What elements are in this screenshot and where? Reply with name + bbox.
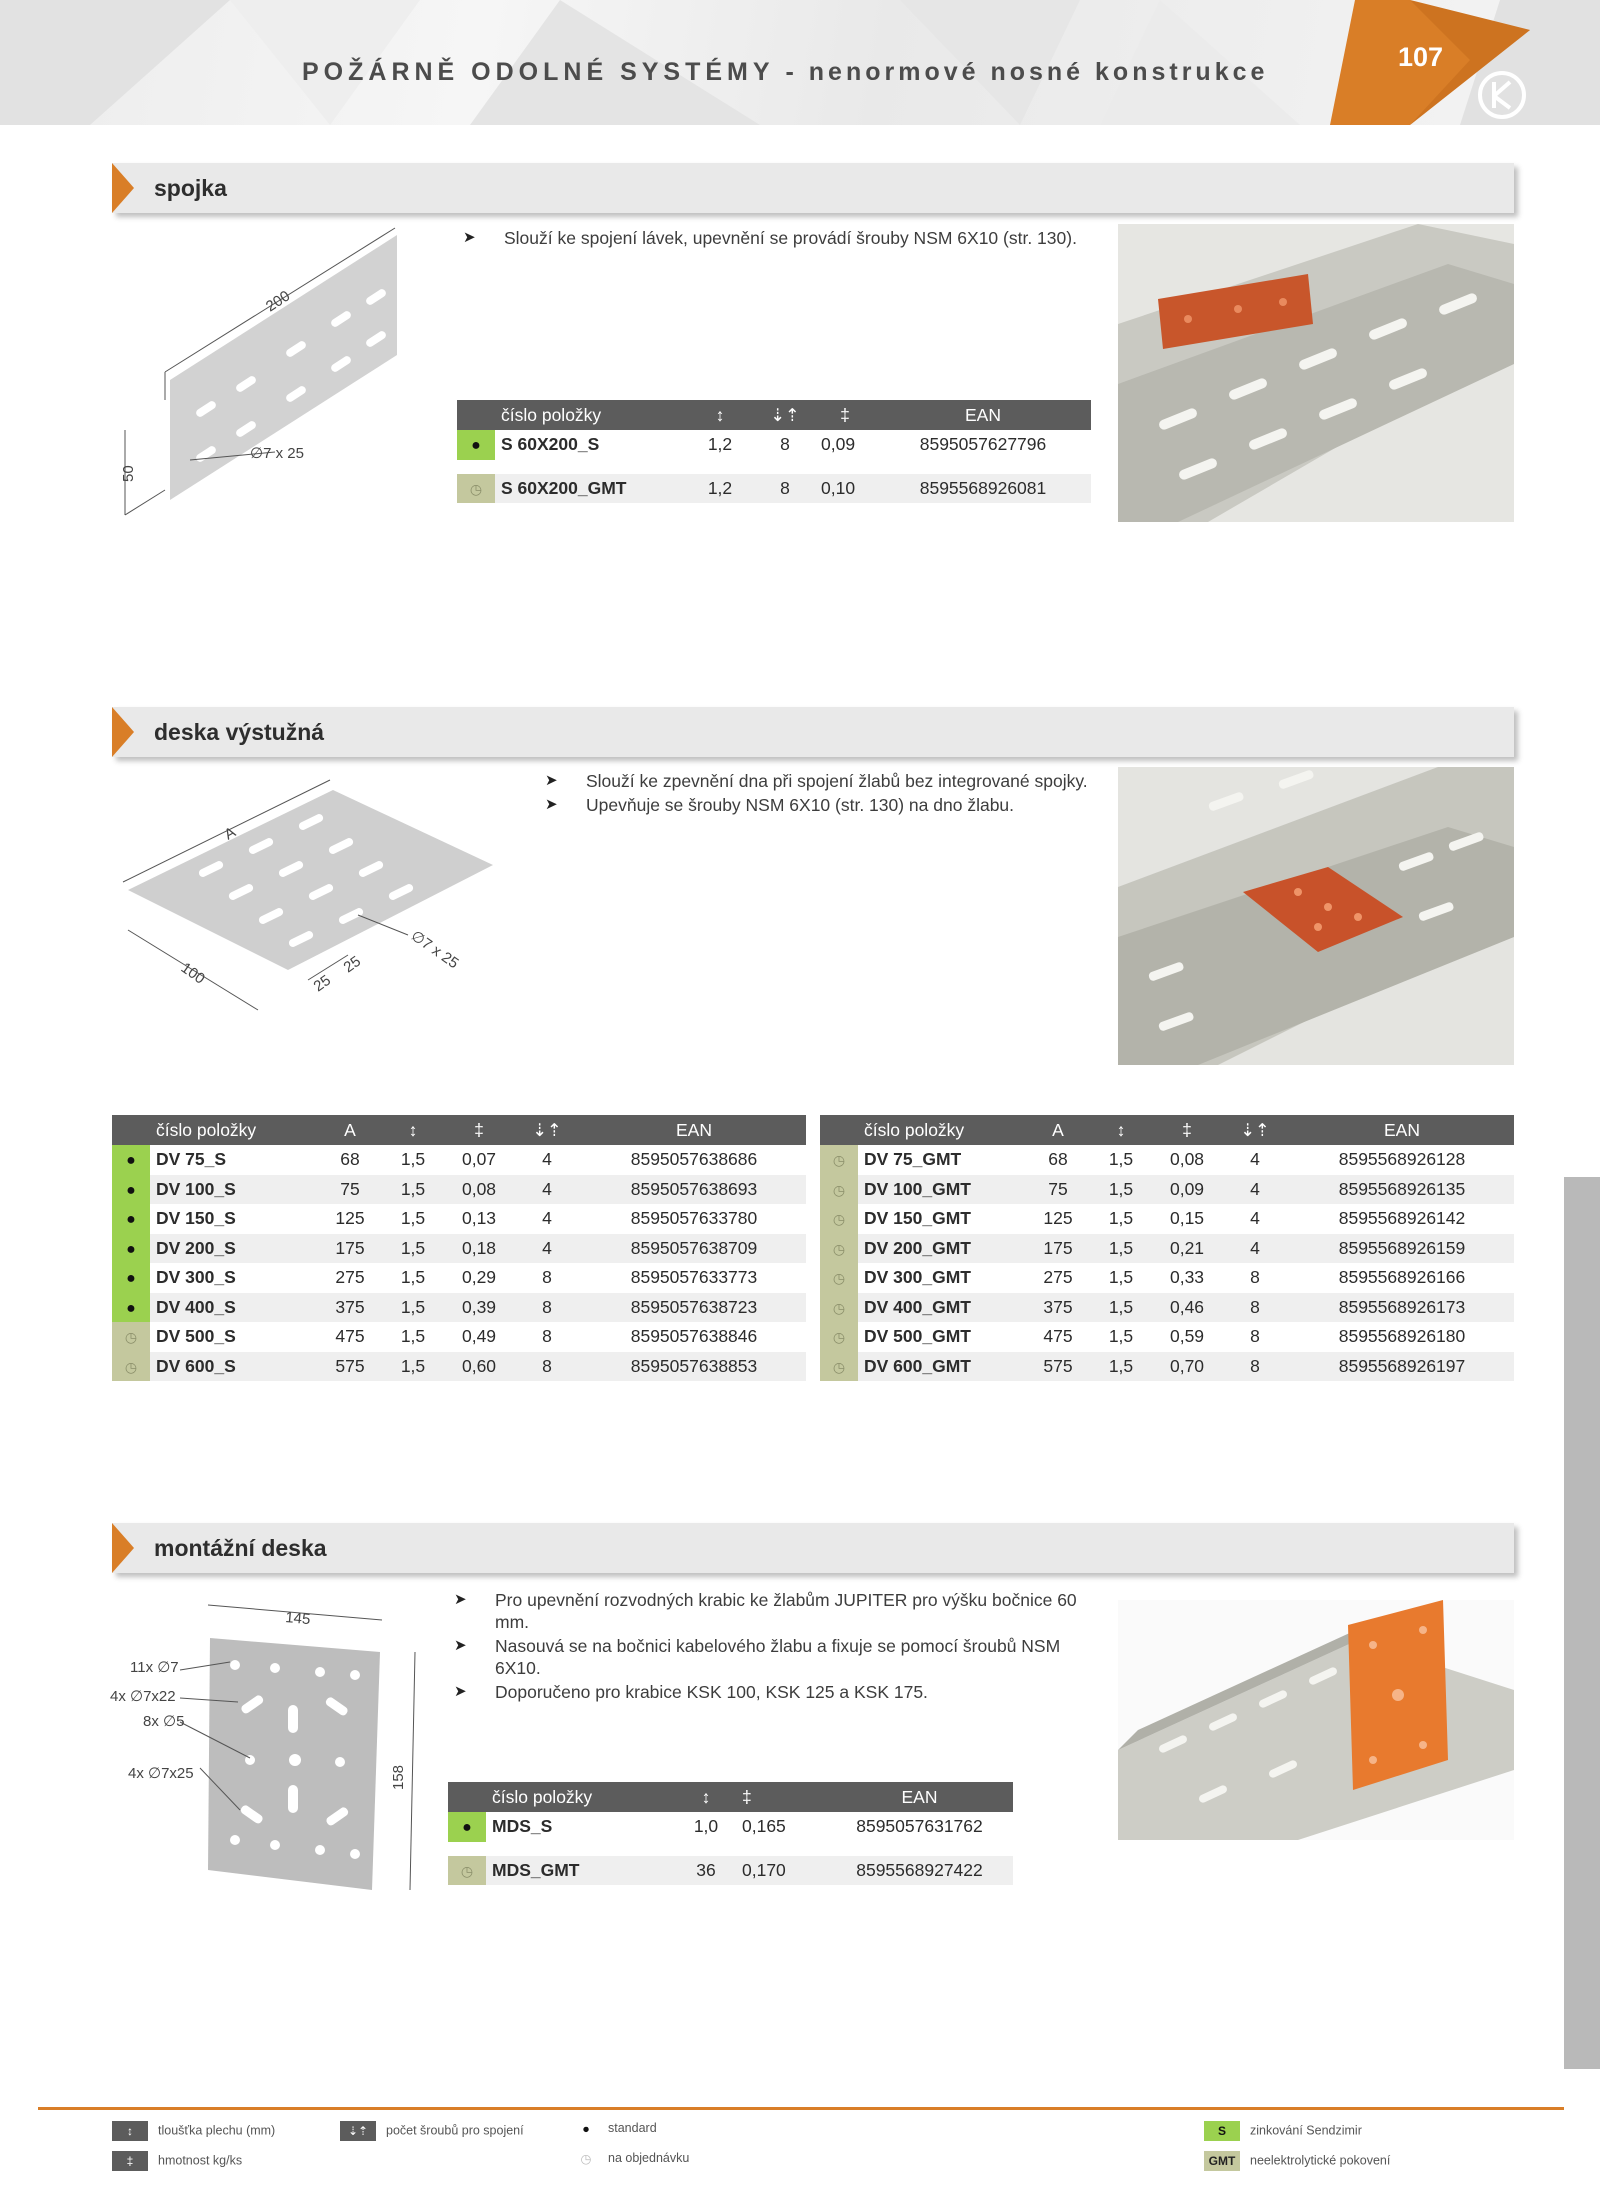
cell-weight: 0,46 [1154,1293,1220,1323]
table-row [820,1293,1514,1323]
cell-screws: 8 [1220,1293,1290,1323]
cell-code: DV 300_GMT [858,1263,1028,1293]
montazni-table [448,1782,1013,1885]
cell-thickness: 1,5 [380,1175,446,1205]
deska-table-s [112,1115,806,1381]
deska-bullets [545,770,1105,818]
cell-weight: 0,09 [1154,1175,1220,1205]
section-title: deska výstužná [154,719,325,745]
bullet-item: ➤ Upevňuje se šrouby NSM 6X10 (str. 130) na dno žlabu. [545,794,1105,816]
dim-a: A [221,823,239,844]
col-ean: EAN [826,1782,1013,1812]
cell-screws: 8 [512,1322,582,1352]
section-arrow-icon [112,163,134,213]
clock-icon: ◷ [832,1240,846,1257]
cell-ean: 8595057638693 [582,1175,806,1205]
cell-ean: 8595568926128 [1290,1145,1514,1175]
cell-weight: 0,49 [446,1322,512,1352]
spojka-drawing [115,220,415,520]
cell-a: 275 [320,1263,380,1293]
dim-width: 145 [284,1609,312,1629]
cell-thickness: 1,5 [1088,1234,1154,1264]
clock-icon: ◷ [469,480,483,497]
cell-thickness: 1,5 [380,1145,446,1175]
legend-weight: ‡ hmotnost kg/ks [112,2151,242,2171]
cell-code: DV 500_S [150,1322,320,1352]
table-row [112,1322,806,1352]
standard-icon: ● [126,1240,136,1258]
cell-screws: 8 [512,1293,582,1323]
clock-icon: ◷ [832,1152,846,1169]
cell-a: 475 [320,1322,380,1352]
legend-screws: ⇣⇡ počet šroubů pro spojení [340,2121,524,2141]
legend-thickness: ↕ tloušťka plechu (mm) [112,2121,275,2141]
montazni-photo [1118,1600,1514,1840]
montazni-bullets [454,1589,1094,1705]
cell-ean: 8595057638723 [582,1293,806,1323]
cell-ean: 8595568926197 [1290,1352,1514,1382]
weight-icon: ‡ [1154,1115,1220,1145]
thickness-icon: ↕ [380,1115,446,1145]
cell-code: DV 400_S [150,1293,320,1323]
cell-ean: 8595568926159 [1290,1234,1514,1264]
cell-thickness: 1,5 [380,1352,446,1382]
cell-a: 375 [1028,1293,1088,1323]
section-spojka [112,163,1514,213]
cell-a: 68 [1028,1145,1088,1175]
table-row [820,1322,1514,1352]
table-row [112,1263,806,1293]
cell-code: DV 100_GMT [858,1175,1028,1205]
standard-icon: ● [471,437,481,455]
clock-icon: ◷ [832,1299,846,1316]
dim-length: 200 [262,287,294,316]
cell-ean: 8595057638846 [582,1322,806,1352]
cell-weight: 0,39 [446,1293,512,1323]
cell-ean: 8595568926135 [1290,1175,1514,1205]
cell-screws: 8 [1220,1352,1290,1382]
spojka-bullets [463,227,1143,251]
weight-icon: ‡ [446,1115,512,1145]
cell-ean: 8595057638709 [582,1234,806,1264]
bullet-item: ➤ Slouží ke zpevnění dna při spojení žlabů bez integrované spojky. [545,770,1105,792]
cell-thickness: 1,5 [1088,1175,1154,1205]
dim-holes: 8x ∅5 [143,1713,185,1730]
cell-a: 175 [1028,1234,1088,1264]
section-montazni-deska [112,1523,1514,1573]
dim-holes: 4x ∅7x22 [110,1688,176,1705]
cell-ean: 8595057638853 [582,1352,806,1382]
section-title: spojka [154,175,227,201]
spojka-table [457,400,1091,503]
dim-hole: ∅7 x 25 [407,927,462,973]
table-row: ● S 60X200_S 1,2 8 0,09 8595057627796 [457,430,1091,460]
clock-icon: ◷ [832,1270,846,1287]
cell-a: 575 [320,1352,380,1382]
dim-hole: ∅7 x 25 [250,445,304,462]
cell-ean: 8595568926142 [1290,1204,1514,1234]
table-row: ● MDS_S 1,0 0,165 8595057631762 [448,1812,1013,1842]
cell-weight: 0,07 [446,1145,512,1175]
cell-code: DV 200_S [150,1234,320,1264]
clock-icon: ◷ [832,1329,846,1346]
clock-icon: ◷ [832,1181,846,1198]
table-row [820,1145,1514,1175]
cell-screws: 4 [512,1234,582,1264]
section-deska-vystuzna [112,707,1514,757]
clock-icon: ◷ [124,1358,138,1375]
page-number: 107 [1398,42,1444,72]
deska-table-gmt [820,1115,1514,1381]
cell-thickness: 1,5 [380,1263,446,1293]
cell-code: DV 150_GMT [858,1204,1028,1234]
dim-width: 100 [177,959,208,988]
cell-thickness: 1,5 [380,1293,446,1323]
cell-ean: 8595057633773 [582,1263,806,1293]
standard-icon: ● [462,1819,472,1837]
section-arrow-icon [112,707,134,757]
screws-icon: ⇣⇡ [1220,1115,1290,1145]
table-row [112,1352,806,1382]
cell-a: 125 [320,1204,380,1234]
cell-a: 475 [1028,1322,1088,1352]
thickness-icon: ↕ [676,1782,736,1812]
legend-s: S zinkování Sendzimir [1204,2121,1362,2141]
cell-screws: 4 [1220,1145,1290,1175]
cell-weight: 0,08 [446,1175,512,1205]
cell-screws: 8 [512,1352,582,1382]
dim-holes: 4x ∅7x25 [128,1765,194,1782]
col-a: A [1028,1115,1088,1145]
deska-photo [1118,767,1514,1065]
cell-a: 68 [320,1145,380,1175]
cell-weight: 0,15 [1154,1204,1220,1234]
deska-drawing [118,770,508,1020]
bullet-item: ➤ Nasouvá se na bočnici kabelového žlabu a fixuje se pomocí šroubů NSM 6X10. [454,1635,1094,1679]
cell-a: 175 [320,1234,380,1264]
cell-a: 75 [1028,1175,1088,1205]
cell-code: DV 150_S [150,1204,320,1234]
footer-divider [38,2107,1564,2110]
cell-ean: 8595057638686 [582,1145,806,1175]
table-row [112,1234,806,1264]
cell-a: 75 [320,1175,380,1205]
cell-screws: 4 [1220,1204,1290,1234]
dim-height: 50 [120,465,137,482]
standard-icon: ● [582,2121,590,2136]
cell-thickness: 1,5 [1088,1293,1154,1323]
side-strip [1564,1177,1600,2069]
table-row: ◷ MDS_GMT 36 0,170 8595568927422 [448,1856,1013,1886]
col-ean: EAN [875,400,1091,430]
cell-screws: 4 [512,1145,582,1175]
table-row [112,1204,806,1234]
legend-gmt: GMT neelektrolytické pokovení [1204,2151,1390,2171]
thickness-icon: ↕ [1088,1115,1154,1145]
cell-thickness: 1,5 [380,1234,446,1264]
dim-height: 158 [390,1764,407,1790]
cell-code: DV 75_GMT [858,1145,1028,1175]
cell-code: DV 200_GMT [858,1234,1028,1264]
cell-thickness: 1,5 [380,1322,446,1352]
cell-ean: 8595568926166 [1290,1263,1514,1293]
cell-thickness: 1,5 [1088,1145,1154,1175]
cell-code: DV 75_S [150,1145,320,1175]
col-code: číslo položky [858,1115,1028,1145]
clock-icon: ◷ [124,1329,138,1346]
cell-screws: 4 [1220,1234,1290,1264]
table-row [820,1352,1514,1382]
cell-ean: 8595057633780 [582,1204,806,1234]
cell-screws: 8 [512,1263,582,1293]
table-row [820,1204,1514,1234]
cell-code: DV 400_GMT [858,1293,1028,1323]
bullet-item: ➤ Slouží ke spojení lávek, upevnění se provádí šrouby NSM 6X10 (str. 130). [463,227,1143,249]
cell-weight: 0,60 [446,1352,512,1382]
standard-icon: ● [126,1181,136,1199]
table-row [112,1175,806,1205]
cell-weight: 0,18 [446,1234,512,1264]
section-arrow-icon [112,1523,134,1573]
weight-icon: ‡ [736,1782,826,1812]
standard-icon: ● [126,1270,136,1288]
cell-a: 275 [1028,1263,1088,1293]
cell-code: DV 600_GMT [858,1352,1028,1382]
montazni-drawing [110,1590,430,1910]
weight-icon: ‡ [112,2151,148,2171]
bullet-item: ➤ Pro upevnění rozvodných krabic ke žlabům JUPITER pro výšku bočnice 60 mm. [454,1589,1094,1633]
bullet-item: ➤ Doporučeno pro krabice KSK 100, KSK 125 a KSK 175. [454,1681,1094,1703]
cell-code: DV 300_S [150,1263,320,1293]
col-code: číslo položky [495,400,685,430]
standard-icon: ● [126,1299,136,1317]
cell-screws: 4 [1220,1175,1290,1205]
cell-code: DV 500_GMT [858,1322,1028,1352]
legend-standard: ● standard [576,2121,657,2136]
cell-screws: 8 [1220,1263,1290,1293]
col-code: číslo položky [486,1782,676,1812]
dim-pitch: 25 [340,952,364,977]
cell-weight: 0,29 [446,1263,512,1293]
legend-on-order: ◷ na objednávku [576,2151,689,2166]
cell-ean: 8595568926180 [1290,1322,1514,1352]
cell-a: 375 [320,1293,380,1323]
spojka-photo [1118,224,1514,522]
cell-code: DV 600_S [150,1352,320,1382]
table-row: ◷ S 60X200_GMT 1,2 8 0,10 8595568926081 [457,474,1091,504]
page-title: POŽÁRNĚ ODOLNÉ SYSTÉMY - nenormové nosné konstrukce [302,58,1269,86]
col-a: A [320,1115,380,1145]
cell-thickness: 1,5 [1088,1204,1154,1234]
table-row [112,1293,806,1323]
table-row [112,1145,806,1175]
cell-thickness: 1,5 [1088,1352,1154,1382]
clock-icon: ◷ [580,2152,592,2167]
cell-weight: 0,13 [446,1204,512,1234]
clock-icon: ◷ [832,1211,846,1228]
cell-weight: 0,08 [1154,1145,1220,1175]
cell-ean: 8595568926173 [1290,1293,1514,1323]
cell-thickness: 1,5 [1088,1322,1154,1352]
cell-weight: 0,70 [1154,1352,1220,1382]
cell-screws: 4 [512,1175,582,1205]
table-row [820,1234,1514,1264]
clock-icon: ◷ [832,1358,846,1375]
kopos-logo-icon [1480,73,1524,117]
standard-icon: ● [126,1211,136,1229]
screws-icon: ⇣⇡ [340,2121,376,2141]
screws-icon: ⇣⇡ [512,1115,582,1145]
col-ean: EAN [1290,1115,1514,1145]
col-ean: EAN [582,1115,806,1145]
cell-thickness: 1,5 [380,1204,446,1234]
cell-screws: 4 [512,1204,582,1234]
cell-a: 575 [1028,1352,1088,1382]
cell-weight: 0,59 [1154,1322,1220,1352]
cell-thickness: 1,5 [1088,1263,1154,1293]
table-row [820,1263,1514,1293]
col-code: číslo položky [150,1115,320,1145]
clock-icon: ◷ [460,1862,474,1879]
screws-icon: ⇣⇡ [755,400,815,430]
section-title: montážní deska [154,1535,327,1561]
cell-a: 125 [1028,1204,1088,1234]
cell-weight: 0,21 [1154,1234,1220,1264]
thickness-icon: ↕ [685,400,755,430]
cell-code: DV 100_S [150,1175,320,1205]
dim-holes: 11x ∅7 [130,1659,179,1676]
cell-weight: 0,33 [1154,1263,1220,1293]
standard-icon: ● [126,1152,136,1170]
cell-screws: 8 [1220,1322,1290,1352]
thickness-icon: ↕ [112,2121,148,2141]
weight-icon: ‡ [815,400,875,430]
dim-pitch: 25 [310,971,334,996]
table-row [820,1175,1514,1205]
